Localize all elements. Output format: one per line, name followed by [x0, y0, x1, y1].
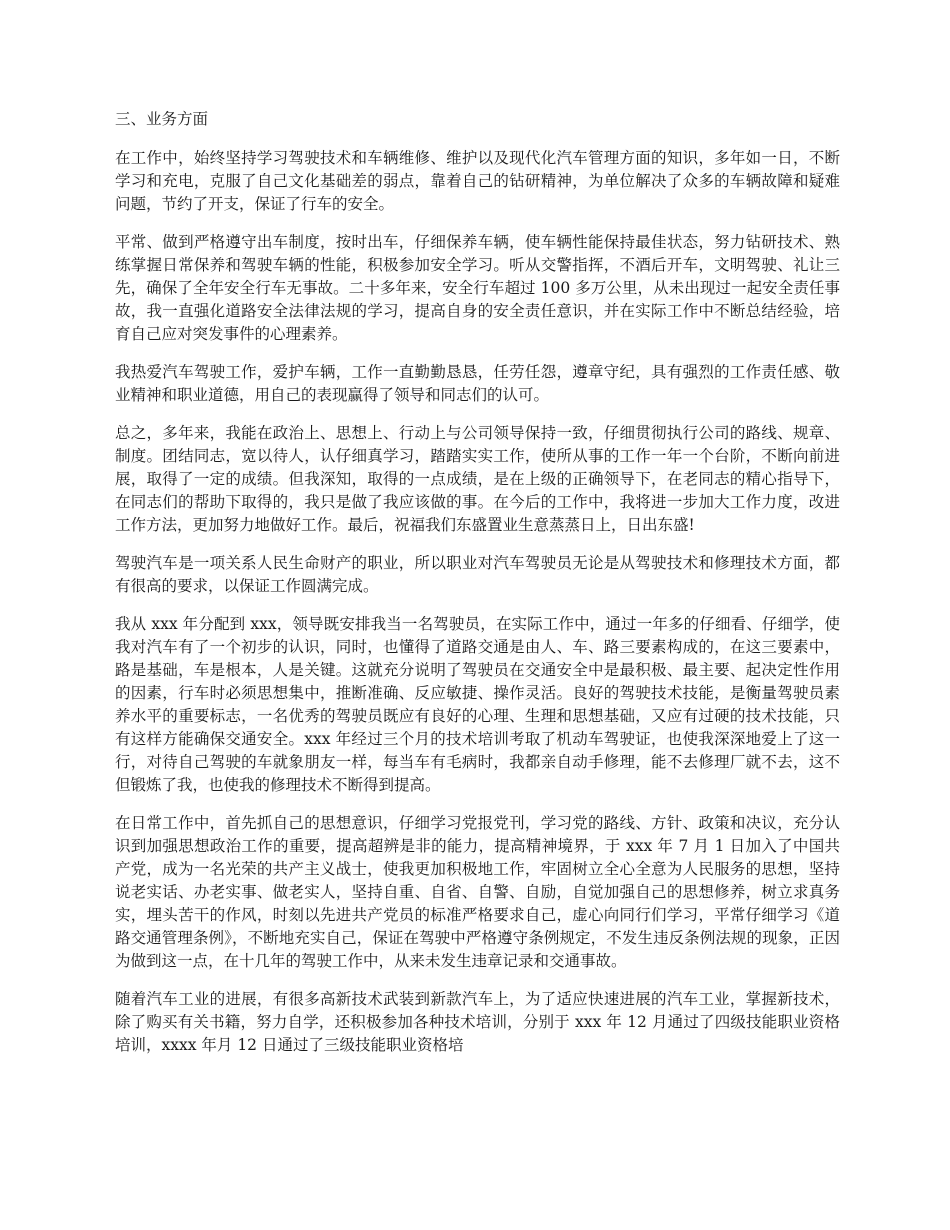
paragraph-1: 在工作中，始终坚持学习驾驶技术和车辆维修、维护以及现代化汽车管理方面的知识，多年如一日，不断学习和充电，克服了自己文化基础差的弱点，靠着自己的钻研精神，为单位解决了众多的车辆故障和疑难问题，节约了开支，保证了行车的安全。 — [115, 149, 840, 213]
paragraph-2: 平常、做到严格遵守出车制度，按时出车，仔细保养车辆，使车辆性能保持最佳状态，努力钻研技术、熟练掌握日常保养和驾驶车辆的性能，积极参加安全学习。听从交警指挥，不酒后开车，文明驾驶、礼让三先，确保了全年安全行车无事故。二十多年来，安全行车超过 100 多万公里，从未出现过一起安全责任事故，我一直强化道路安全法律法规的学习，提高自身的安全责任意识，并在实际工作中不断总结经验，培育自己应对突发事件的心理素养。 — [115, 233, 840, 343]
paragraph-8: 随着汽车工业的进展，有很多高新技术武装到新款汽车上，为了适应快速进展的汽车工业，掌握新技术，除了购买有关书籍，努力自学，还积极参加各种技术培训，分别于 xxx 年 12 月通过了四级技能职业资格培训，xxxx 年月 12 日通过了三级技能职业资格培 — [115, 990, 840, 1054]
paragraph-4: 总之，多年来，我能在政治上、思想上、行动上与公司领导保持一致，仔细贯彻执行公司的路线、规章、制度。团结同志，宽以待人，认仔细真学习，踏踏实实工作，使所从事的工作一年一个台阶，不断向前进展，取得了一定的成绩。但我深知，取得的一点成绩，是在上级的正确领导下，在老同志的精心指导下，在同志们的帮助下取得的，我只是做了我应该做的事。在今后的工作中，我将进一步加大工作力度，改进工作方法，更加努力地做好工作。最后，祝福我们东盛置业生意蒸蒸日上，日出东盛! — [115, 424, 840, 534]
paragraph-7: 在日常工作中，首先抓自己的思想意识，仔细学习党报党刊，学习党的路线、方针、政策和决议，充分认识到加强思想政治工作的重要，提高超辨是非的能力，提高精神境界，于 xxx 年 7 月 1 日加入了中国共产党，成为一名光荣的共产主义战士，使我更加积极地工作，牢固树立全心全意为人民服务的思想，坚持说老实话、办老实事、做老实人，坚持自重、自省、自警、自励，自觉加强自己的思想修养，树立求真务实，埋头苦干的作风，时刻以先进共产党员的标准严格要求自己，虚心向同行们学习，平常仔细学习《道路交通管理条例》，不断地充实自己，保证在驾驶中严格遵守条例规定，不发生违反条例法规的现象，正因为做到这一点，在十几年的驾驶工作中，从来未发生违章记录和交通事故。 — [115, 814, 840, 970]
section-heading: 三、业务方面 — [115, 110, 209, 128]
paragraph-6: 我从 xxx 年分配到 xxx，领导既安排我当一名驾驶员，在实际工作中，通过一年多的仔细看、仔细学，使我对汽车有了一个初步的认识，同时，也懂得了道路交通是由人、车、路三要素构成的，在这三要素中，路是基础，车是根本，人是关键。这就充分说明了驾驶员在交通安全中是最积极、最主要、起决定性作用的因素，行车时必须思想集中，推断准确、反应敏捷、操作灵活。良好的驾驶技术技能，是衡量驾驶员素养水平的重要标志，一名优秀的驾驶员既应有良好的心理、生理和思想基础，又应有过硬的技术技能，只有这样方能确保交通安全。xxx 年经过三个月的技术培训考取了机动车驾驶证，也使我深深地爱上了这一行，对待自己驾驶的车就象朋友一样，每当车有毛病时，我都亲自动手修理，能不去修理厂就不去，这不但锻炼了我，也使我的修理技术不断得到提高。 — [115, 615, 840, 794]
paragraph-3: 我热爱汽车驾驶工作，爱护车辆，工作一直勤勤恳恳，任劳任怨，遵章守纪，具有强烈的工作责任感、敬业精神和职业道德，用自己的表现赢得了领导和同志们的认可。 — [115, 363, 840, 404]
document-page — [115, 108, 840, 1072]
paragraph-5: 驾驶汽车是一项关系人民生命财产的职业，所以职业对汽车驾驶员无论是从驾驶技术和修理技术方面，都有很高的要求，以保证工作圆满完成。 — [115, 554, 840, 595]
